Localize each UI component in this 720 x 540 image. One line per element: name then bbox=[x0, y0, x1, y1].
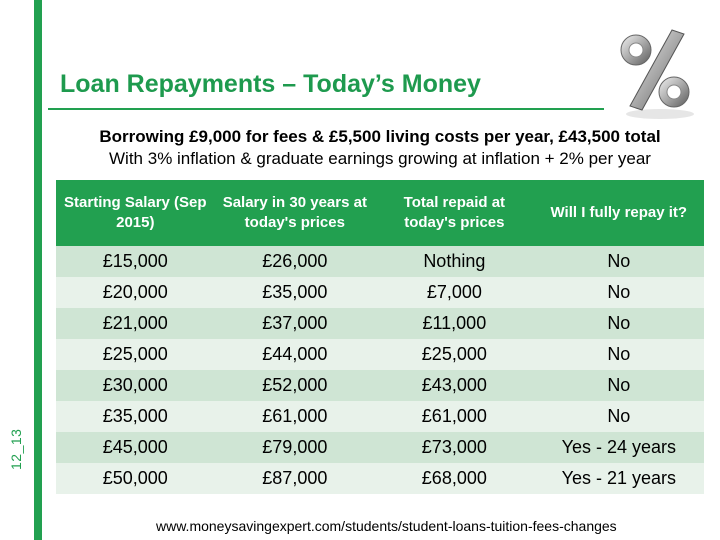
cell-starting-salary: £20,000 bbox=[56, 277, 215, 308]
cell-total-repaid: £73,000 bbox=[375, 432, 534, 463]
table-header-row bbox=[56, 180, 704, 246]
cell-total-repaid: £68,000 bbox=[375, 463, 534, 494]
cell-total-repaid: Nothing bbox=[375, 246, 534, 277]
cell-fully-repay: No bbox=[534, 401, 704, 432]
cell-starting-salary: £21,000 bbox=[56, 308, 215, 339]
subtitle-line-2: With 3% inflation & graduate earnings growing at inflation + 2% per year bbox=[109, 149, 651, 168]
cell-fully-repay: No bbox=[534, 339, 704, 370]
cell-salary-30-years: £44,000 bbox=[215, 339, 375, 370]
slide-title: Loan Repayments – Today’s Money bbox=[60, 70, 481, 98]
percent-icon bbox=[610, 22, 700, 122]
subtitle bbox=[46, 126, 714, 170]
cell-total-repaid: £61,000 bbox=[375, 401, 534, 432]
source-url: www.moneysavingexpert.com/students/student-loans-tuition-fees-changes bbox=[156, 518, 617, 534]
cell-salary-30-years: £35,000 bbox=[215, 277, 375, 308]
cell-fully-repay: Yes - 21 years bbox=[534, 463, 704, 494]
cell-starting-salary: £50,000 bbox=[56, 463, 215, 494]
cell-fully-repay: No bbox=[534, 246, 704, 277]
cell-starting-salary: £15,000 bbox=[56, 246, 215, 277]
cell-salary-30-years: £37,000 bbox=[215, 308, 375, 339]
cell-fully-repay: No bbox=[534, 277, 704, 308]
table-row bbox=[56, 308, 704, 339]
title-divider bbox=[48, 108, 604, 110]
subtitle-line-1: Borrowing £9,000 for fees & £5,500 living costs per year, £43,500 total bbox=[99, 127, 661, 146]
header-starting-salary: Starting Salary (Sep 2015) bbox=[56, 180, 215, 246]
cell-salary-30-years: £79,000 bbox=[215, 432, 375, 463]
cell-starting-salary: £45,000 bbox=[56, 432, 215, 463]
header-fully-repay: Will I fully repay it? bbox=[534, 180, 704, 246]
cell-salary-30-years: £87,000 bbox=[215, 463, 375, 494]
cell-total-repaid: £25,000 bbox=[375, 339, 534, 370]
left-accent-bar bbox=[34, 0, 42, 540]
cell-salary-30-years: £26,000 bbox=[215, 246, 375, 277]
table-row bbox=[56, 246, 704, 277]
cell-fully-repay: No bbox=[534, 370, 704, 401]
repayments-table bbox=[56, 180, 704, 494]
header-salary-30-years: Salary in 30 years at today's prices bbox=[215, 180, 375, 246]
cell-salary-30-years: £52,000 bbox=[215, 370, 375, 401]
cell-fully-repay: No bbox=[534, 308, 704, 339]
table-row bbox=[56, 339, 704, 370]
header-total-repaid: Total repaid at today's prices bbox=[375, 180, 534, 246]
cell-starting-salary: £30,000 bbox=[56, 370, 215, 401]
cell-total-repaid: £43,000 bbox=[375, 370, 534, 401]
slide-number-label: 12_13 bbox=[8, 428, 24, 470]
cell-starting-salary: £35,000 bbox=[56, 401, 215, 432]
cell-starting-salary: £25,000 bbox=[56, 339, 215, 370]
table-row bbox=[56, 463, 704, 494]
table-row bbox=[56, 370, 704, 401]
cell-total-repaid: £11,000 bbox=[375, 308, 534, 339]
table-row bbox=[56, 401, 704, 432]
table-row bbox=[56, 432, 704, 463]
table-row bbox=[56, 277, 704, 308]
cell-fully-repay: Yes - 24 years bbox=[534, 432, 704, 463]
cell-total-repaid: £7,000 bbox=[375, 277, 534, 308]
cell-salary-30-years: £61,000 bbox=[215, 401, 375, 432]
